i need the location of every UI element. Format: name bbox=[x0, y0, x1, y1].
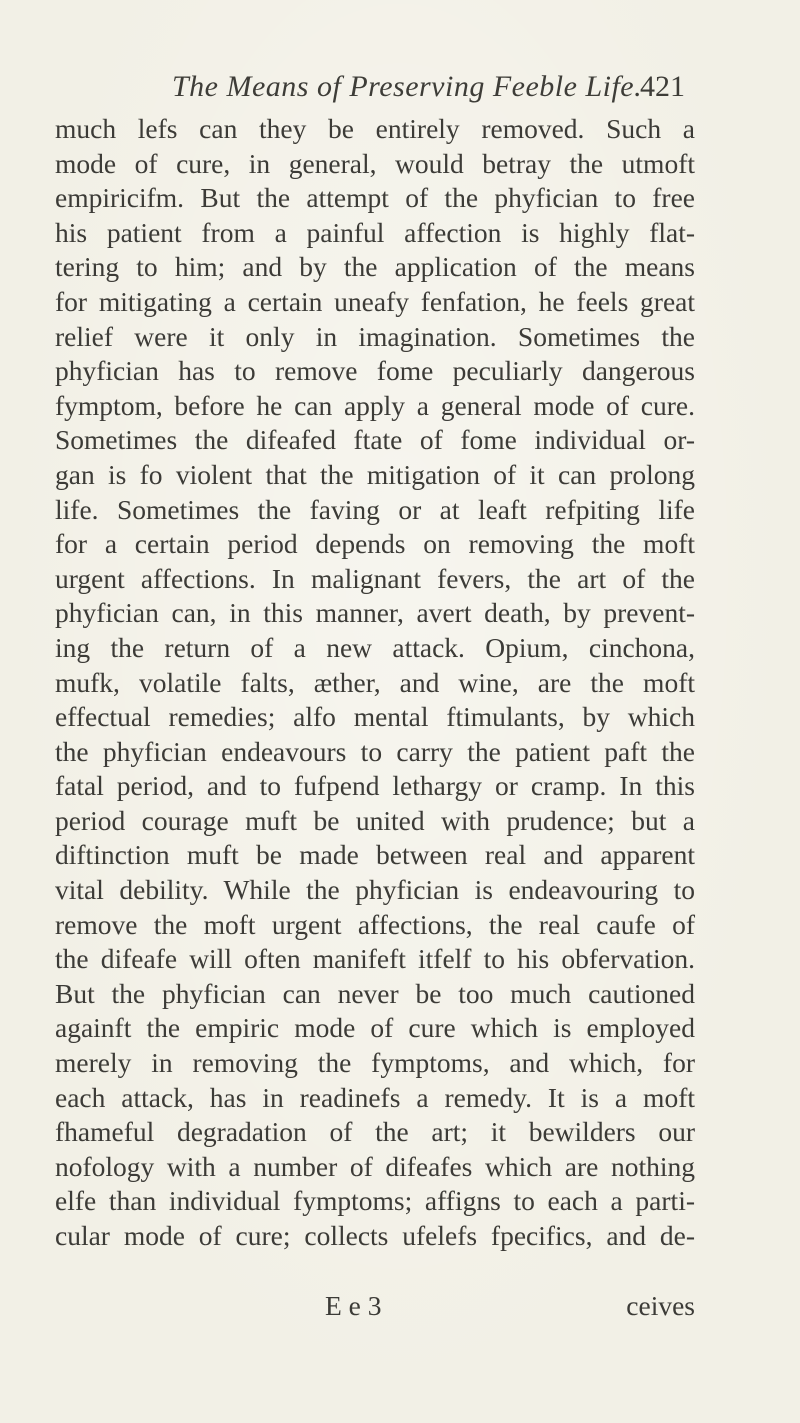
text-line: tering to him; and by the application of the means bbox=[55, 251, 695, 283]
text-line: vital debility. While the phyfician is endeavouring to bbox=[55, 874, 695, 906]
text-line: remove the moft urgent affections, the real caufe of bbox=[55, 908, 695, 940]
text-line: the difeafe will often manifeft itfelf to his obfervation. bbox=[55, 943, 695, 975]
text-line: life. Sometimes the faving or at leaft refpiting life bbox=[55, 493, 695, 525]
running-title: The Means of Preserving Feeble Life. bbox=[172, 70, 643, 103]
text-line: fhameful degradation of the art; it bewilders our bbox=[55, 1116, 695, 1148]
text-line: elfe than individual fymptoms; affigns to each a parti- bbox=[55, 1185, 695, 1217]
text-line: ing the return of a new attack. Opium, cinchona, bbox=[55, 631, 695, 663]
text-line: much lefs can they be entirely removed. Such a bbox=[55, 113, 695, 144]
text-line: merely in removing the fymptoms, and which, for bbox=[55, 1047, 695, 1079]
text-line: for mitigating a certain uneafy fenfation, he feels great bbox=[55, 285, 695, 317]
text-line: urgent affections. In malignant fevers, the art of the bbox=[55, 562, 695, 594]
text-line: each attack, has in readinefs a remedy. It is a moft bbox=[55, 1081, 695, 1113]
text-line: nofology with a number of difeafes which are nothing bbox=[55, 1150, 695, 1182]
text-line: mufk, volatile falts, æther, and wine, are the moft bbox=[55, 666, 695, 698]
text-line: againft the empiric mode of cure which is employed bbox=[55, 1012, 695, 1044]
text-line: the phyfician endeavours to carry the patient paft the bbox=[55, 735, 695, 767]
text-line: for a certain period depends on removing the moft bbox=[55, 528, 695, 560]
text-line: phyfician can, in this manner, avert death, by prevent- bbox=[55, 597, 695, 629]
text-line: relief were it only in imagination. Sometimes the bbox=[55, 320, 695, 352]
text-line: diftinction muft be made between real and apparent bbox=[55, 839, 695, 871]
text-line: empiricifm. But the attempt of the phyfician to free bbox=[55, 182, 695, 214]
text-line: phyfician has to remove fome peculiarly dangerous bbox=[55, 355, 695, 387]
body-text bbox=[55, 112, 695, 1254]
page-number: 421 bbox=[640, 70, 685, 103]
page-footer bbox=[55, 1290, 695, 1326]
text-line: period courage muft be united with prudence; but a bbox=[55, 804, 695, 836]
page-header bbox=[0, 70, 800, 110]
text-line: gan is fo violent that the mitigation of it can prolong bbox=[55, 458, 695, 490]
signature-mark: E e 3 bbox=[325, 1290, 382, 1321]
text-line: mode of cure, in general, would betray the utmoft bbox=[55, 147, 695, 179]
text-line: effectual remedies; alfo mental ftimulants, by which bbox=[55, 701, 695, 733]
text-line: Sometimes the difeafed ftate of fome individual or- bbox=[55, 424, 695, 456]
text-line: cular mode of cure; collects ufelefs fpecifics, and de- bbox=[55, 1220, 695, 1251]
text-line: fymptom, before he can apply a general mode of cure. bbox=[55, 389, 695, 421]
text-line: his patient from a painful affection is highly flat- bbox=[55, 216, 695, 248]
text-line: fatal period, and to fufpend lethargy or cramp. In this bbox=[55, 770, 695, 802]
text-line: But the phyfician can never be too much cautioned bbox=[55, 977, 695, 1009]
catchword: ceives bbox=[626, 1290, 695, 1321]
